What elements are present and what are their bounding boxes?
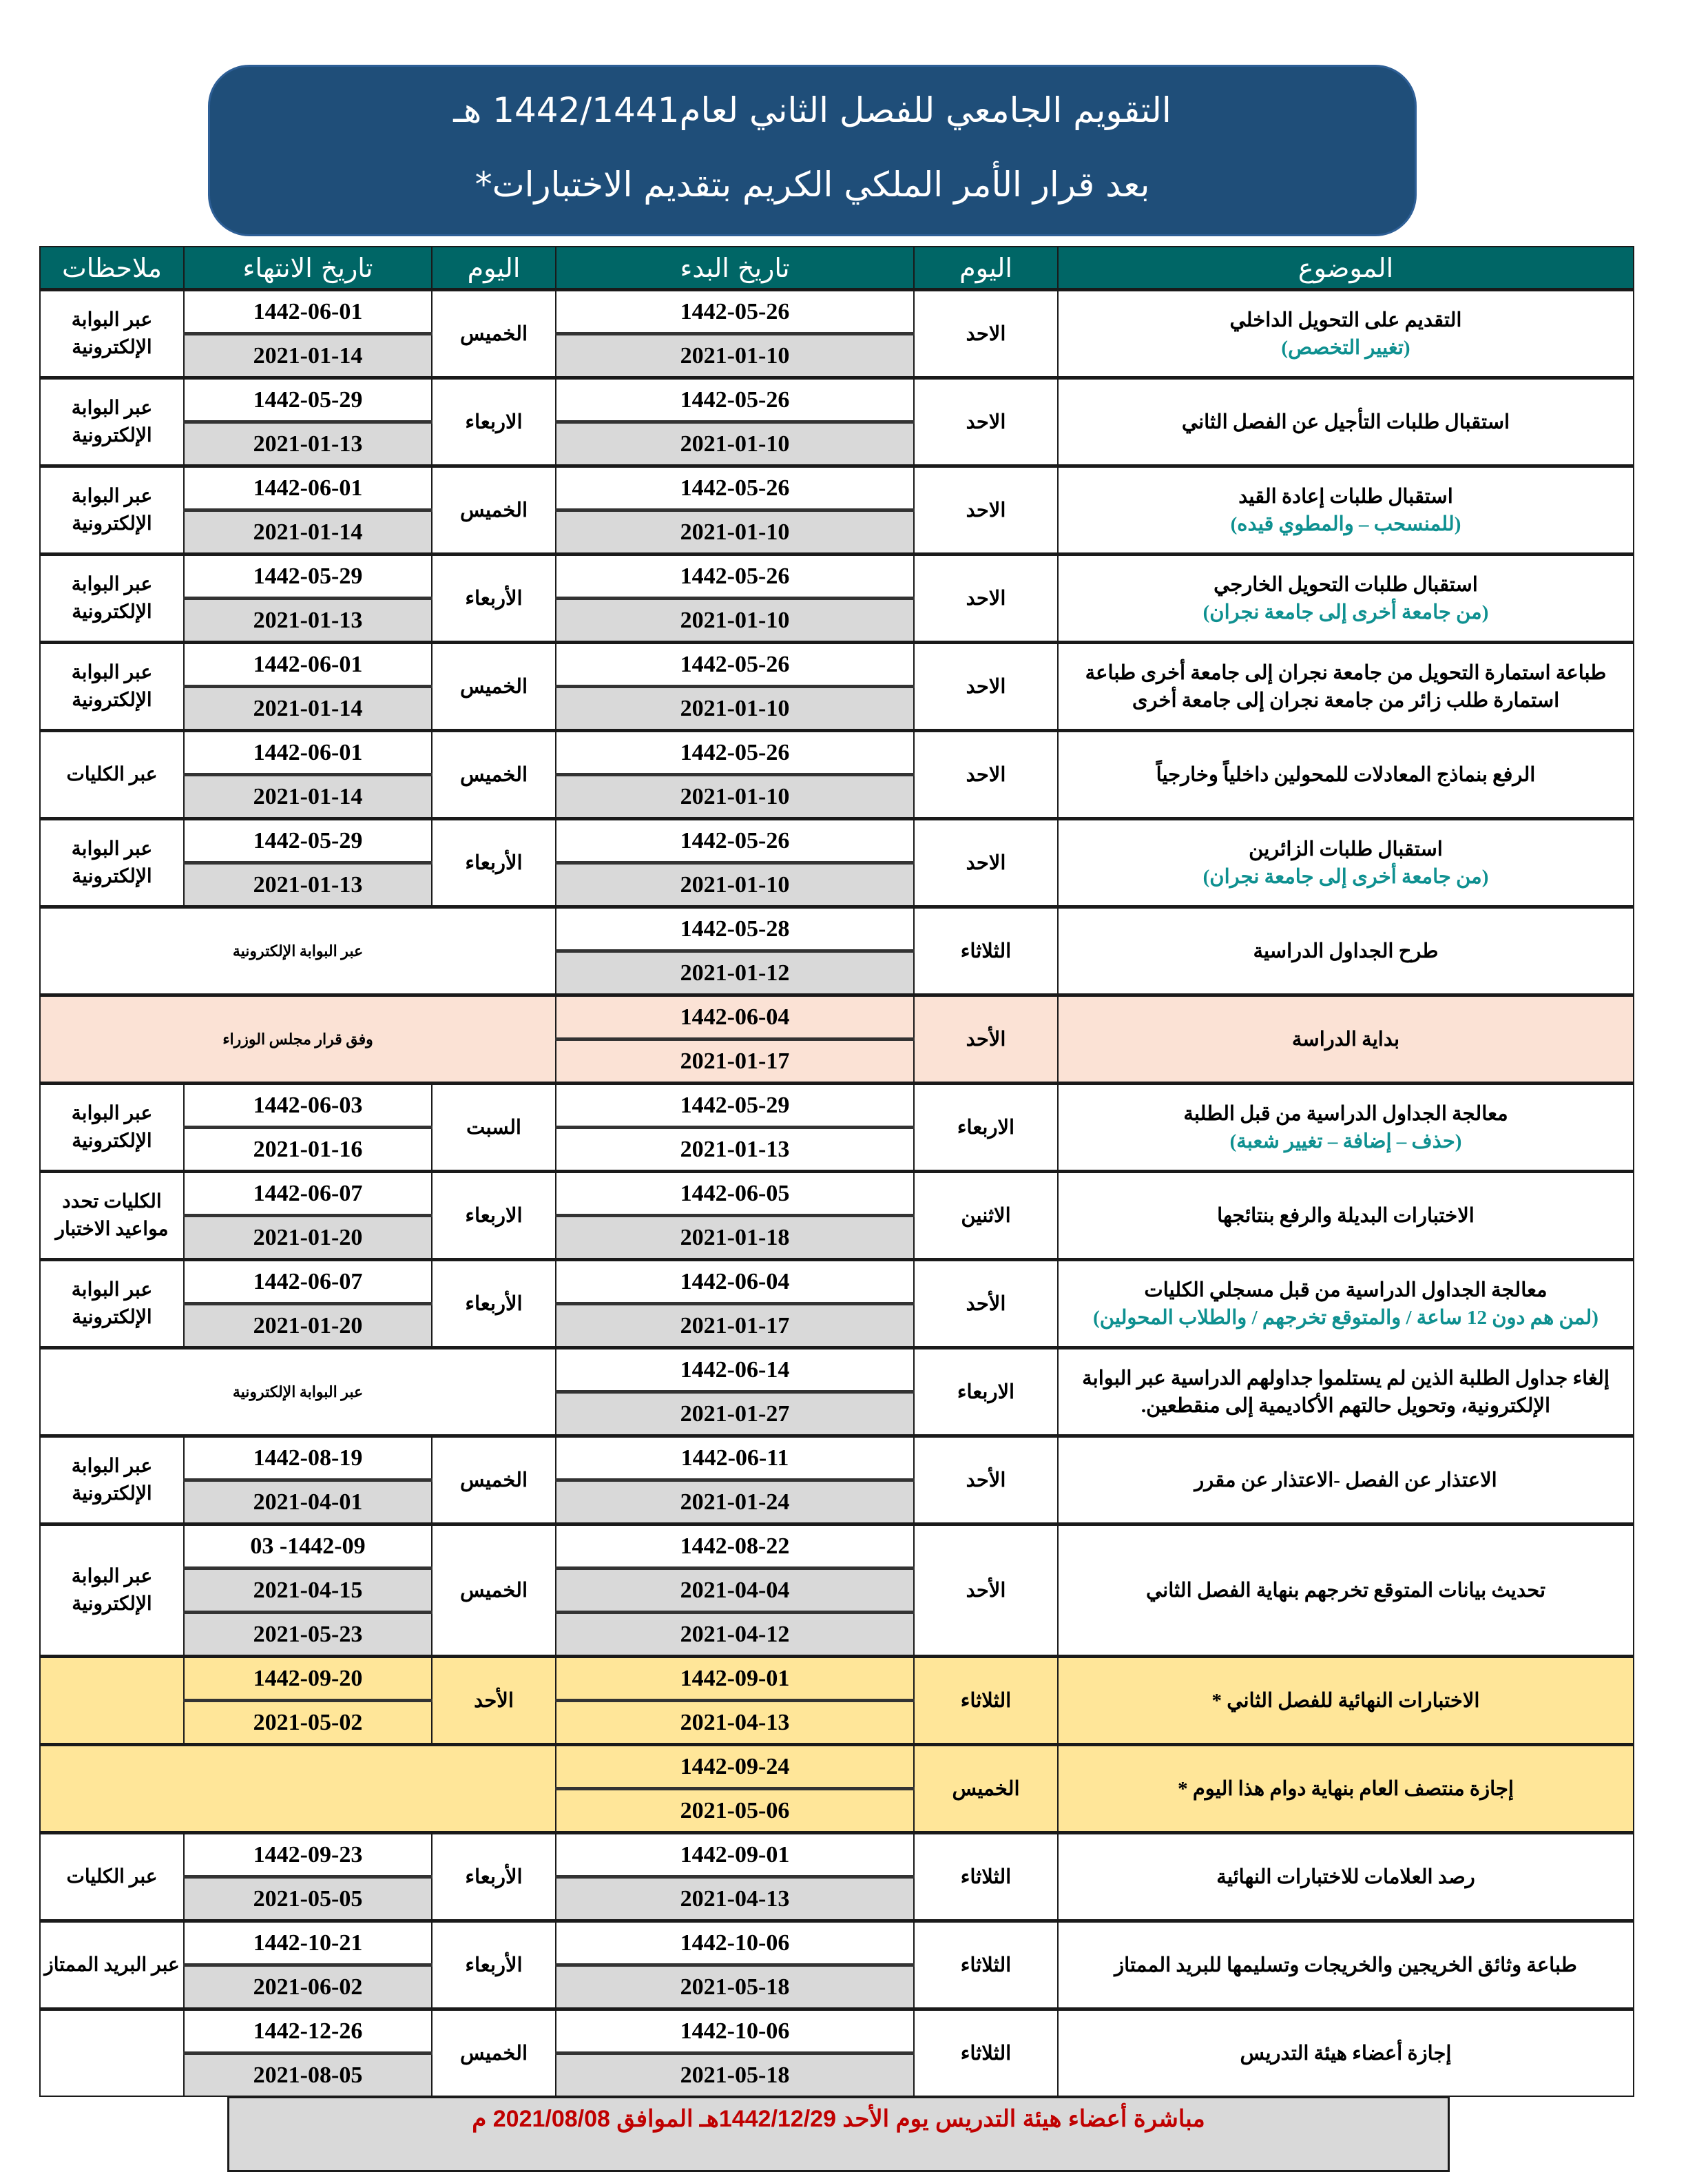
end-date-gregorian: 2021-01-13 <box>184 863 432 907</box>
start-date-gregorian: 2021-01-10 <box>556 510 914 555</box>
end-date-hijri: 1442-09-23 <box>184 1833 432 1877</box>
end-date-hijri: 1442-09- 03 <box>184 1524 432 1569</box>
end-date-gregorian: 2021-01-14 <box>184 687 432 731</box>
end-date-hijri: 1442-06-03 <box>184 1084 432 1128</box>
end-date-gregorian-2: 2021-05-23 <box>184 1613 432 1657</box>
event-subject <box>1058 1348 1634 1436</box>
end-date-gregorian: 2021-05-02 <box>184 1701 432 1745</box>
start-date-hijri: 1442-05-26 <box>556 643 914 687</box>
end-date-hijri: 1442-06-07 <box>184 1172 432 1216</box>
start-day: الأحد <box>914 1524 1058 1657</box>
start-date-gregorian: 2021-05-18 <box>556 2054 914 2097</box>
calendar-subtitle: بعد قرار الأمر الملكي الكريم بتقديم الاختبارات* <box>475 165 1150 205</box>
event-subject <box>1058 466 1634 555</box>
notes: عبر البوابة الإلكترونية <box>40 378 184 466</box>
end-date-hijri: 1442-06-01 <box>184 643 432 687</box>
start-date-hijri: 1442-06-11 <box>556 1436 914 1480</box>
table-row <box>40 1084 1634 1128</box>
end-date-gregorian: 2021-01-20 <box>184 1216 432 1260</box>
end-date-hijri: 1442-08-19 <box>184 1436 432 1480</box>
event-subject <box>1058 1921 1634 2009</box>
start-date-gregorian: 2021-01-10 <box>556 863 914 907</box>
merged-notes: عبر البوابة الإلكترونية <box>40 1348 556 1436</box>
calendar-title: التقويم الجامعي للفصل الثاني لعام1442/1441 هـ <box>453 90 1171 130</box>
end-date-gregorian: 2021-04-01 <box>184 1480 432 1524</box>
end-day: الخميس <box>432 1436 556 1524</box>
event-title: إجازة منتصف العام بنهاية دوام هذا اليوم * <box>1178 1777 1514 1800</box>
start-date-gregorian: 2021-04-04 <box>556 1569 914 1613</box>
event-subtitle-note: (تغيير التخصص) <box>1281 336 1410 359</box>
start-date-gregorian: 2021-01-10 <box>556 687 914 731</box>
event-subtitle-note: (من جامعة أخرى إلى جامعة نجران) <box>1202 865 1489 888</box>
end-date-hijri: 1442-06-01 <box>184 290 432 334</box>
start-day: الثلاثاء <box>914 1657 1058 1745</box>
table-row <box>40 466 1634 510</box>
table-row <box>40 1745 1634 1789</box>
start-date-gregorian: 2021-01-17 <box>556 1304 914 1348</box>
table-row <box>40 290 1634 334</box>
header-start-date: تاريخ البدء <box>556 247 914 290</box>
start-date-hijri: 1442-10-06 <box>556 2009 914 2054</box>
end-date-gregorian: 2021-01-14 <box>184 334 432 378</box>
start-day: الأحد <box>914 1260 1058 1348</box>
event-subject <box>1058 1657 1634 1745</box>
event-subject <box>1058 1172 1634 1260</box>
notes: عبر الكليات <box>40 1833 184 1921</box>
start-date-hijri: 1442-09-01 <box>556 1833 914 1877</box>
calendar-title-banner <box>208 65 1417 236</box>
table-row <box>40 1524 1634 1569</box>
table-row <box>40 1657 1634 1701</box>
table-row <box>40 1921 1634 1965</box>
start-date-hijri: 1442-05-28 <box>556 907 914 951</box>
start-day: الثلاثاء <box>914 2009 1058 2097</box>
start-date-hijri: 1442-06-14 <box>556 1348 914 1392</box>
end-day: الخميس <box>432 466 556 555</box>
end-day: الخميس <box>432 290 556 378</box>
end-date-hijri: 1442-09-20 <box>184 1657 432 1701</box>
start-day: الأحد <box>914 995 1058 1084</box>
table-row <box>40 643 1634 687</box>
event-title: استقبال طلبات إعادة القيد <box>1238 485 1453 508</box>
event-subject <box>1058 819 1634 907</box>
event-title: تحديث بيانات المتوقع تخرجهم بنهاية الفصل الثاني <box>1145 1579 1546 1602</box>
end-date-hijri: 1442-06-07 <box>184 1260 432 1304</box>
event-subtitle-note: (حذف – إضافة – تغيير شعبة) <box>1229 1130 1462 1152</box>
notes: عبر البوابة الإلكترونية <box>40 1436 184 1524</box>
end-day: الخميس <box>432 731 556 819</box>
notes: عبر البوابة الإلكترونية <box>40 643 184 731</box>
academic-calendar-table <box>39 246 1634 2097</box>
start-date-gregorian: 2021-05-06 <box>556 1789 914 1833</box>
end-day: الخميس <box>432 643 556 731</box>
start-date-gregorian: 2021-01-17 <box>556 1040 914 1084</box>
merged-notes <box>40 1745 556 1833</box>
end-date-hijri: 1442-10-21 <box>184 1921 432 1965</box>
start-day: الاربعاء <box>914 1348 1058 1436</box>
start-day: الثلاثاء <box>914 1921 1058 2009</box>
event-title: رصد العلامات للاختبارات النهائية <box>1216 1865 1475 1888</box>
event-subject <box>1058 1524 1634 1657</box>
event-title: معالجة الجداول الدراسية من قبل مسجلي الكليات <box>1144 1279 1548 1301</box>
start-day: الاثنين <box>914 1172 1058 1260</box>
start-date-gregorian: 2021-01-10 <box>556 422 914 466</box>
event-title: طباعة وثائق الخريجين والخريجات وتسليمها للبريد الممتاز <box>1114 1954 1577 1976</box>
start-date-gregorian: 2021-01-13 <box>556 1128 914 1172</box>
header-subject: الموضوع <box>1058 247 1634 290</box>
table-body <box>40 290 1634 2097</box>
event-subject <box>1058 1745 1634 1833</box>
event-subject <box>1058 555 1634 643</box>
event-title: الاعتذار عن الفصل -الاعتذار عن مقرر <box>1194 1469 1497 1491</box>
event-subject <box>1058 907 1634 995</box>
event-subject <box>1058 1260 1634 1348</box>
end-date-gregorian: 2021-01-14 <box>184 775 432 819</box>
start-date-hijri: 1442-09-24 <box>556 1745 914 1789</box>
end-date-hijri: 1442-12-26 <box>184 2009 432 2054</box>
start-date-hijri: 1442-06-05 <box>556 1172 914 1216</box>
table-row <box>40 995 1634 1040</box>
notes: عبر البوابة الإلكترونية <box>40 555 184 643</box>
end-date-gregorian: 2021-01-13 <box>184 599 432 643</box>
start-date-gregorian: 2021-01-24 <box>556 1480 914 1524</box>
start-day: الأحد <box>914 1436 1058 1524</box>
start-date-gregorian: 2021-04-13 <box>556 1701 914 1745</box>
table-row <box>40 1172 1634 1216</box>
end-day: الأربعاء <box>432 555 556 643</box>
event-subtitle-note: (لمن هم دون 12 ساعة / والمتوقع تخرجهم / والطلاب المحولين) <box>1093 1306 1598 1329</box>
event-title: إلغاء جداول الطلبة الذين لم يستلموا جداولهم الدراسية عبر البوابة الإلكترونية، وتحويل حالتهم الأكاديمية إلى منقطعين. <box>1082 1367 1610 1417</box>
table-row <box>40 907 1634 951</box>
notes: عبر البريد الممتاز <box>40 1921 184 2009</box>
start-date-gregorian: 2021-04-13 <box>556 1877 914 1921</box>
start-day: الاحد <box>914 643 1058 731</box>
table-row <box>40 1348 1634 1392</box>
end-day: الخميس <box>432 1524 556 1657</box>
start-date-gregorian: 2021-01-10 <box>556 599 914 643</box>
event-subject <box>1058 1436 1634 1524</box>
event-title: الرفع بنماذج المعادلات للمحولين داخلياً وخارجياً <box>1156 763 1536 786</box>
event-title: الاختبارات البديلة والرفع بنتائجها <box>1217 1204 1475 1227</box>
end-day: السبت <box>432 1084 556 1172</box>
start-day: الاربعاء <box>914 1084 1058 1172</box>
event-subject <box>1058 1833 1634 1921</box>
event-title: إجازة أعضاء هيئة التدريس <box>1240 2042 1452 2065</box>
event-title: طرح الجداول الدراسية <box>1253 940 1439 962</box>
table-row <box>40 2009 1634 2054</box>
start-date-gregorian: 2021-05-18 <box>556 1965 914 2009</box>
table-header-row <box>40 247 1634 290</box>
notes <box>40 2009 184 2097</box>
start-date-hijri: 1442-09-01 <box>556 1657 914 1701</box>
start-date-gregorian: 2021-01-18 <box>556 1216 914 1260</box>
end-date-gregorian: 2021-08-05 <box>184 2054 432 2097</box>
start-date-hijri: 1442-05-26 <box>556 378 914 422</box>
notes: عبر البوابة الإلكترونية <box>40 1084 184 1172</box>
table-row <box>40 1833 1634 1877</box>
table-row <box>40 731 1634 775</box>
event-subject <box>1058 290 1634 378</box>
event-title: معالجة الجداول الدراسية من قبل الطلبة <box>1183 1102 1508 1125</box>
event-subtitle-note: (للمنسحب – والمطوي قيده) <box>1230 513 1461 535</box>
end-date-gregorian: 2021-01-16 <box>184 1128 432 1172</box>
start-date-gregorian: 2021-01-10 <box>556 775 914 819</box>
end-date-gregorian: 2021-01-13 <box>184 422 432 466</box>
end-day: الأحد <box>432 1657 556 1745</box>
notes: عبر البوابة الإلكترونية <box>40 819 184 907</box>
start-day: الاحد <box>914 290 1058 378</box>
end-day: الاربعاء <box>432 378 556 466</box>
merged-notes: وفق قرار مجلس الوزراء <box>40 995 556 1084</box>
faculty-return-banner <box>227 2096 1450 2172</box>
event-subject <box>1058 1084 1634 1172</box>
start-day: الاحد <box>914 466 1058 555</box>
notes: عبر الكليات <box>40 731 184 819</box>
event-title: الاختبارات النهائية للفصل الثاني * <box>1211 1689 1480 1712</box>
header-start-day: اليوم <box>914 247 1058 290</box>
end-day: الأربعاء <box>432 819 556 907</box>
start-date-gregorian: 2021-01-27 <box>556 1392 914 1436</box>
start-day: الاحد <box>914 731 1058 819</box>
table-row <box>40 378 1634 422</box>
start-date-hijri: 1442-08-22 <box>556 1524 914 1569</box>
event-title: التقديم على التحويل الداخلي <box>1229 309 1462 331</box>
end-day: الأربعاء <box>432 1260 556 1348</box>
table-row <box>40 555 1634 599</box>
end-date-hijri: 1442-05-29 <box>184 378 432 422</box>
header-end-day: اليوم <box>432 247 556 290</box>
start-date-hijri: 1442-05-26 <box>556 466 914 510</box>
start-date-hijri: 1442-10-06 <box>556 1921 914 1965</box>
start-day: الثلاثاء <box>914 907 1058 995</box>
event-title: استقبال طلبات التأجيل عن الفصل الثاني <box>1181 411 1510 433</box>
start-date-hijri: 1442-05-26 <box>556 555 914 599</box>
event-title: استقبال طلبات الزائرين <box>1249 838 1443 860</box>
end-date-gregorian: 2021-06-02 <box>184 1965 432 2009</box>
end-date-hijri: 1442-06-01 <box>184 731 432 775</box>
event-subtitle-note: (من جامعة أخرى إلى جامعة نجران) <box>1202 601 1489 623</box>
start-date-hijri: 1442-05-26 <box>556 290 914 334</box>
notes: عبر البوابة الإلكترونية <box>40 1524 184 1657</box>
notes: عبر البوابة الإلكترونية <box>40 466 184 555</box>
start-date-hijri: 1442-05-29 <box>556 1084 914 1128</box>
notes: عبر البوابة الإلكترونية <box>40 290 184 378</box>
end-date-gregorian: 2021-05-05 <box>184 1877 432 1921</box>
start-day: الاحد <box>914 819 1058 907</box>
event-subject <box>1058 643 1634 731</box>
start-date-hijri: 1442-06-04 <box>556 1260 914 1304</box>
event-subject <box>1058 378 1634 466</box>
notes <box>40 1657 184 1745</box>
notes: عبر البوابة الإلكترونية <box>40 1260 184 1348</box>
event-title: استقبال طلبات التحويل الخارجي <box>1214 573 1478 596</box>
start-date-hijri: 1442-05-26 <box>556 819 914 863</box>
end-date-hijri: 1442-05-29 <box>184 555 432 599</box>
notes: الكليات تحدد مواعيد الاختبار <box>40 1172 184 1260</box>
start-date-gregorian-2: 2021-04-12 <box>556 1613 914 1657</box>
table-row <box>40 1436 1634 1480</box>
end-date-gregorian: 2021-04-15 <box>184 1569 432 1613</box>
end-day: الأربعاء <box>432 1833 556 1921</box>
start-day: الاحد <box>914 378 1058 466</box>
event-subject <box>1058 995 1634 1084</box>
header-end-date: تاريخ الانتهاء <box>184 247 432 290</box>
end-date-hijri: 1442-05-29 <box>184 819 432 863</box>
end-day: الأربعاء <box>432 1921 556 2009</box>
end-date-hijri: 1442-06-01 <box>184 466 432 510</box>
event-subject <box>1058 731 1634 819</box>
end-day: الاربعاء <box>432 1172 556 1260</box>
start-date-gregorian: 2021-01-12 <box>556 951 914 995</box>
table-row <box>40 1260 1634 1304</box>
event-title: طباعة استمارة التحويل من جامعة نجران إلى جامعة أخرى طباعة استمارة طلب زائر من جامعة نجران إلى جامعة أخرى <box>1085 661 1607 712</box>
start-day: الخميس <box>914 1745 1058 1833</box>
table-row <box>40 819 1634 863</box>
start-date-gregorian: 2021-01-10 <box>556 334 914 378</box>
end-date-gregorian: 2021-01-14 <box>184 510 432 555</box>
faculty-return-text: مباشرة أعضاء هيئة التدريس يوم الأحد 1442/12/29هـ الموافق 2021/08/08 م <box>472 2106 1205 2132</box>
end-date-gregorian: 2021-01-20 <box>184 1304 432 1348</box>
start-day: الثلاثاء <box>914 1833 1058 1921</box>
end-day: الخميس <box>432 2009 556 2097</box>
start-date-hijri: 1442-05-26 <box>556 731 914 775</box>
start-day: الاحد <box>914 555 1058 643</box>
merged-notes: عبر البوابة الإلكترونية <box>40 907 556 995</box>
header-notes: ملاحظات <box>40 247 184 290</box>
event-title: بداية الدراسة <box>1291 1028 1400 1051</box>
start-date-hijri: 1442-06-04 <box>556 995 914 1040</box>
event-subject <box>1058 2009 1634 2097</box>
